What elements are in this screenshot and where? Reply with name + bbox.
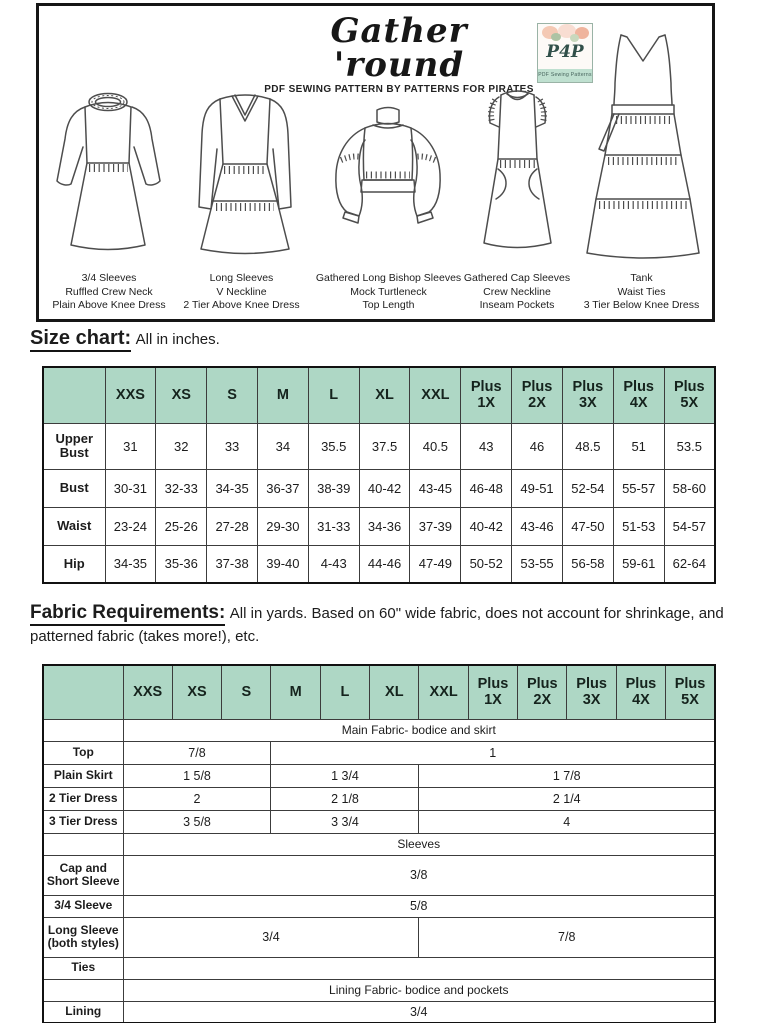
value-cell: 37-38: [207, 545, 258, 583]
value-cell: 2: [123, 787, 271, 810]
caption-line: Top Length: [362, 299, 415, 312]
row-label: 3/4 Sleeve: [43, 895, 123, 917]
value-cell: 3/8: [123, 855, 715, 895]
size-column-header: L: [308, 367, 359, 423]
value-cell: 34-35: [207, 469, 258, 507]
table-row: [43, 895, 715, 917]
value-cell: 47-50: [562, 507, 613, 545]
size-column-header: XS: [172, 665, 221, 719]
value-cell: 29-30: [257, 507, 308, 545]
section-span-cell: Sleeves: [123, 833, 715, 855]
row-label-empty: [43, 719, 123, 741]
value-cell: 27-28: [207, 507, 258, 545]
value-cell: 34-36: [359, 507, 410, 545]
value-cell: 3/4: [123, 1001, 715, 1023]
table-row: [43, 507, 715, 545]
value-cell: 25-26: [156, 507, 207, 545]
table-row: [43, 764, 715, 787]
value-cell: 44-46: [359, 545, 410, 583]
value-cell: 53-55: [512, 545, 563, 583]
value-cell: 5/8: [123, 895, 715, 917]
size-column-header: XXS: [123, 665, 172, 719]
value-cell: 58-60: [664, 469, 715, 507]
caption-line: Gathered Cap Sleeves: [463, 272, 571, 284]
value-cell: 43-46: [512, 507, 563, 545]
value-cell: 39-40: [257, 545, 308, 583]
table-row: [43, 855, 715, 895]
table-row: [43, 917, 715, 957]
value-cell: [123, 957, 715, 979]
view-caption-4: [447, 272, 587, 313]
size-column-header: Plus 5X: [664, 367, 715, 423]
value-cell: 46: [512, 423, 563, 469]
size-column-header: XXL: [410, 367, 461, 423]
table-row: [43, 833, 715, 855]
row-label: Hip: [43, 545, 105, 583]
value-cell: 34-35: [105, 545, 156, 583]
size-column-header: Plus 3X: [562, 367, 613, 423]
caption-line: Waist Ties: [617, 285, 666, 298]
logo-monogram: P4P: [546, 42, 584, 62]
size-column-header: Plus 4X: [613, 367, 664, 423]
row-label: Cap and Short Sleeve: [43, 855, 123, 895]
fabric-heading-title: Fabric Requirements:: [30, 602, 225, 626]
value-cell: 32-33: [156, 469, 207, 507]
value-cell: 51-53: [613, 507, 664, 545]
size-chart-heading-note: All in inches.: [135, 331, 220, 348]
size-column-header: Plus 4X: [616, 665, 665, 719]
value-cell: 2 1/8: [271, 787, 419, 810]
size-column-header: Plus 2X: [512, 367, 563, 423]
size-chart-heading: [30, 327, 220, 350]
fabric-requirements-table: [42, 664, 716, 1023]
value-cell: 3/4: [123, 917, 419, 957]
value-cell: 7/8: [123, 741, 271, 764]
value-cell: 52-54: [562, 469, 613, 507]
row-label-empty: [43, 979, 123, 1001]
header-row: [43, 665, 715, 719]
caption-line: V Neckline: [216, 285, 267, 298]
value-cell: 2 1/4: [419, 787, 715, 810]
value-cell: 53.5: [664, 423, 715, 469]
header-row: [43, 367, 715, 423]
dress-illustration-4: [455, 75, 580, 265]
dress-illustration-5: [571, 29, 716, 267]
value-cell: 40-42: [359, 469, 410, 507]
fabric-heading-note: All in yards. Based on 60" wide fabric, does not account for shrinkage, and patterned fabric (takes more!), etc.: [30, 605, 724, 645]
size-column-header: XL: [359, 367, 410, 423]
value-cell: 30-31: [105, 469, 156, 507]
value-cell: 31-33: [308, 507, 359, 545]
value-cell: 1: [271, 741, 715, 764]
value-cell: 50-52: [461, 545, 512, 583]
size-column-header: Plus 1X: [468, 665, 517, 719]
value-cell: 40-42: [461, 507, 512, 545]
table-row: [43, 957, 715, 979]
value-cell: 32: [156, 423, 207, 469]
row-label-empty: [43, 833, 123, 855]
value-cell: 4-43: [308, 545, 359, 583]
row-label: Waist: [43, 507, 105, 545]
row-label: Top: [43, 741, 123, 764]
value-cell: 3 3/4: [271, 810, 419, 833]
view-caption-2: [169, 272, 314, 313]
caption-line: Gathered Long Bishop Sleeves: [315, 272, 462, 284]
value-cell: 33: [207, 423, 258, 469]
value-cell: 31: [105, 423, 156, 469]
table-row: [43, 545, 715, 583]
value-cell: 48.5: [562, 423, 613, 469]
row-label: Upper Bust: [43, 423, 105, 469]
value-cell: 37.5: [359, 423, 410, 469]
value-cell: 23-24: [105, 507, 156, 545]
caption-line: 2 Tier Above Knee Dress: [183, 299, 300, 312]
value-cell: 36-37: [257, 469, 308, 507]
row-label: 2 Tier Dress: [43, 787, 123, 810]
dress-illustration-2: [175, 79, 315, 269]
size-chart-heading-title: Size chart:: [30, 327, 131, 352]
row-label: 3 Tier Dress: [43, 810, 123, 833]
size-column-header: XS: [156, 367, 207, 423]
pattern-subtitle: PDF SEWING PATTERN BY PATTERNS FOR PIRATES: [264, 84, 534, 95]
row-label: Ties: [43, 957, 123, 979]
size-chart-table: [42, 366, 716, 584]
row-label: Lining: [43, 1001, 123, 1023]
leaf-icon: [551, 33, 561, 41]
size-column-header: M: [257, 367, 308, 423]
table-row: [43, 787, 715, 810]
top-illustration-3: [313, 100, 463, 264]
size-column-header: XL: [370, 665, 419, 719]
size-column-header: Plus 1X: [461, 367, 512, 423]
size-column-header: M: [271, 665, 320, 719]
size-column-header: L: [320, 665, 369, 719]
table-row: [43, 469, 715, 507]
size-column-header: Plus 5X: [666, 665, 715, 719]
view-caption-5: [569, 272, 714, 313]
pattern-illustration-box: [36, 3, 715, 322]
caption-line: Long Sleeves: [209, 272, 274, 284]
table-row: [43, 810, 715, 833]
view-caption-1: [39, 272, 179, 313]
corner-cell: [43, 665, 123, 719]
value-cell: 46-48: [461, 469, 512, 507]
corner-cell: [43, 367, 105, 423]
value-cell: 54-57: [664, 507, 715, 545]
value-cell: 55-57: [613, 469, 664, 507]
table-row: [43, 741, 715, 764]
value-cell: 56-58: [562, 545, 613, 583]
value-cell: 35-36: [156, 545, 207, 583]
value-cell: 4: [419, 810, 715, 833]
value-cell: 35.5: [308, 423, 359, 469]
value-cell: 3 5/8: [123, 810, 271, 833]
table-row: [43, 719, 715, 741]
value-cell: 62-64: [664, 545, 715, 583]
caption-line: Mock Turtleneck: [350, 285, 427, 298]
value-cell: 34: [257, 423, 308, 469]
caption-line: 3 Tier Below Knee Dress: [583, 299, 700, 312]
value-cell: 59-61: [613, 545, 664, 583]
logo-tagline: PDF Sewing Patterns: [538, 69, 592, 82]
row-label: Bust: [43, 469, 105, 507]
size-column-header: S: [207, 367, 258, 423]
row-label: Long Sleeve (both styles): [43, 917, 123, 957]
size-column-header: XXL: [419, 665, 468, 719]
table-row: [43, 1001, 715, 1023]
fabric-heading: [30, 600, 736, 647]
caption-line: Tank: [630, 272, 653, 284]
value-cell: 43-45: [410, 469, 461, 507]
section-span-cell: Lining Fabric- bodice and pockets: [123, 979, 715, 1001]
caption-line: 3/4 Sleeves: [81, 272, 137, 284]
value-cell: 7/8: [419, 917, 715, 957]
value-cell: 43: [461, 423, 512, 469]
caption-line: Inseam Pockets: [479, 299, 555, 312]
size-column-header: Plus 3X: [567, 665, 616, 719]
value-cell: 1 5/8: [123, 764, 271, 787]
value-cell: 37-39: [410, 507, 461, 545]
size-column-header: S: [222, 665, 271, 719]
value-cell: 51: [613, 423, 664, 469]
value-cell: 47-49: [410, 545, 461, 583]
value-cell: 40.5: [410, 423, 461, 469]
size-column-header: Plus 2X: [518, 665, 567, 719]
table-row: [43, 979, 715, 1001]
pattern-title: Gather 'round: [330, 11, 468, 85]
size-column-header: XXS: [105, 367, 156, 423]
caption-line: Crew Neckline: [483, 285, 551, 298]
row-label: Plain Skirt: [43, 764, 123, 787]
table-row: [43, 423, 715, 469]
section-span-cell: Main Fabric- bodice and skirt: [123, 719, 715, 741]
value-cell: 38-39: [308, 469, 359, 507]
caption-line: Ruffled Crew Neck: [65, 285, 153, 298]
caption-line: Plain Above Knee Dress: [52, 299, 166, 312]
value-cell: 1 3/4: [271, 764, 419, 787]
value-cell: 1 7/8: [419, 764, 715, 787]
dress-illustration-1: [41, 83, 176, 261]
value-cell: 49-51: [512, 469, 563, 507]
